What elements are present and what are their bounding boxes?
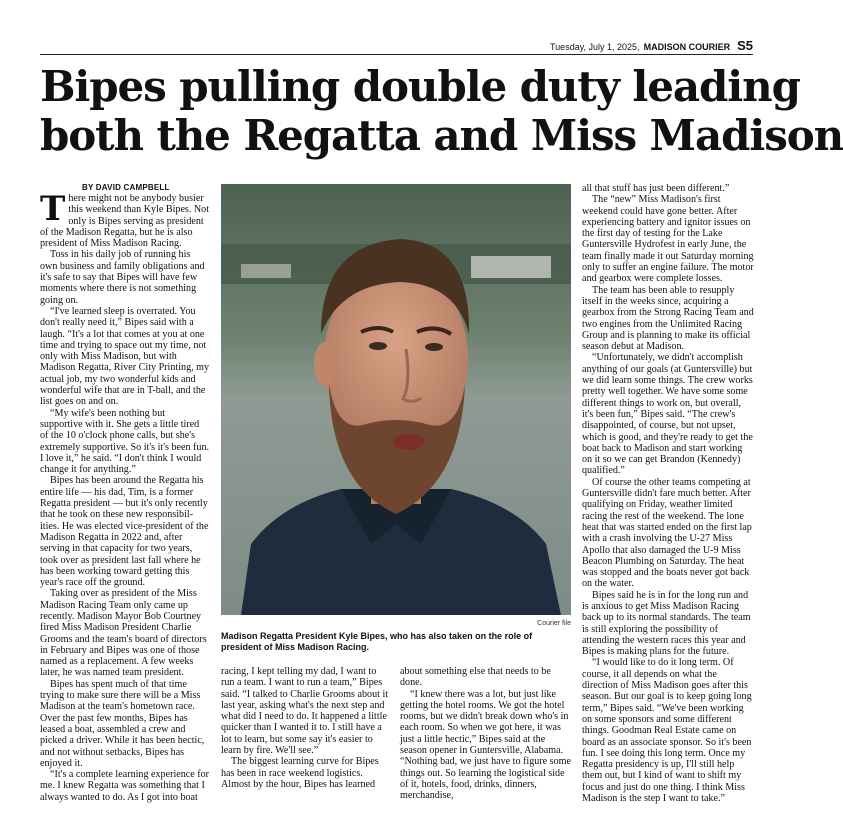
ear-shape <box>314 342 336 386</box>
article-photo <box>221 184 571 615</box>
paragraph: Of course the other teams competing at Guntersville didn't fare much better. After qualifying on Friday, weather limited racing the rest of the weekend. The lone heat that was started ended on the first lap with a crash involving the U-27 Miss Apollo that also damaged the U-9 Miss Beacon Plumbing on Saturday. The heat was stopped and the boats never got back on the water. <box>582 476 752 590</box>
paragraph: Bipes has been around the Regatta his entire life — his dad, Tim, is a former Regatta president — but it's only recently that he took on these new responsibil-ities. He was elected vice-president of the Madison Regatta in 2022 and, after serving in that capacity for two years, took over as president last fall where he has been working toward getting this year's race off the ground. <box>40 475 209 589</box>
article-column-3 <box>400 666 571 802</box>
headline-line-2: both the Regatta and Miss Madison <box>40 111 843 160</box>
paper-name: MADISON COURIER <box>643 42 731 52</box>
article-column-4 <box>582 183 754 805</box>
headline-line-1: Bipes pulling double duty leading <box>40 62 800 111</box>
eye-shape <box>369 342 387 350</box>
page-number: S5 <box>737 38 753 53</box>
issue-date: Tuesday, July 1, 2025, <box>550 42 640 52</box>
paragraph: Toss in his daily job of running his own business and family obligations and it's safe to say that Bipes will have few moments where there is not something going on. <box>40 249 205 306</box>
mouth-shape <box>393 434 425 450</box>
article-column-1 <box>40 189 210 803</box>
photo-caption: Madison Regatta President Kyle Bipes, who has also taken on the role of president of Miss Madison Racing. <box>221 631 533 652</box>
paragraph: “I knew there was a lot, but just like getting the hotel rooms. We got the hotel rooms, but we didn't break down who's in each room. So when we got here, it was just a little hectic,” Bipes said at the season opener in Guntersville, Alabama. “Nothing bad, we just have to figure some things out. So learning the logistical side of it, hotels, food, drinks, dinners, merchandise, <box>400 688 571 802</box>
paragraph: “I've learned sleep is overrated. You don't really need it,” Bipes said with a laugh. “It's a lot that comes at you at one time and trying to space out my time, not only with Miss Madison, but with Madison Regatta, River City Printing, my actual job, my two wonderful kids and wonderful wife that are in T-ball, and the list goes on and on. <box>40 305 210 408</box>
paragraph <box>40 189 210 250</box>
page-folio <box>550 38 753 53</box>
headline <box>40 62 843 160</box>
eye-shape <box>425 343 443 351</box>
paragraph: about something else that needs to be done. <box>400 666 551 689</box>
paragraph: Bipes has spent much of that time trying to make sure there will be a Miss Madison at the team's hometown race. Over the past few months, Bipes has leased a boat, assembled a crew and picked a driver. While it has been hectic, and not without setbacks, Bipes has enjoyed it. <box>40 678 205 769</box>
paragraph: Bipes said he is in for the long run and is anxious to get Miss Madison Racing back up to its normal standards. The team is still exploring the possibility of attending the western races this year and Bipes is making plans for the future. <box>582 589 751 658</box>
paragraph: The biggest learning curve for Bipes has been in race weekend logistics. Almost by the hour, Bipes has learned <box>221 756 379 790</box>
distant-building <box>241 264 291 278</box>
paragraph: Taking over as president of the Miss Madison Racing Team only came up recently. Madison Mayor Bob Courtney fired Miss Madison President Charlie Grooms and the team's board of directors in February and Bipes was one of those named as a replacement. A few weeks later, he was named team president. <box>40 588 207 679</box>
lead-paragraph-text: here might not be anybody busier this weekend than Kyle Bipes. Not only is Bipes serving as president of the Madison Regatta, but he is also president of Miss Madison Racing. <box>40 193 210 250</box>
byline: BY DAVID CAMPBELL <box>82 183 170 192</box>
paragraph: “I would like to do it long term. Of course, it all depends on what the direction of Miss Madison goes after this season. But our goal is to keep going long term,” Bipes said. “We've been working on some sponsors and some different things. Goodman Real Estate came on board as an associate sponsor. So it's been fun. I see doing this long term. Once my Regatta presidency is up, I'll still help them out, but I kind of want to shift my focus and just do one thing. I think Miss Madison is the step I want to take.” <box>582 657 752 805</box>
paragraph: “Unfortunately, we didn't accomplish anything of our goals (at Guntersville) but we did learn some things. The crew works pretty well together. We have some some different things to work on, but overall, it's been fun,” Bipes said. “The crew's disappointed, of course, but not upset, which is good, and they're ready to get the boat back to Madison and start working on it so we can get Brandon (Kennedy) qualified.” <box>582 352 753 477</box>
drop-cap: T <box>40 189 66 229</box>
article-column-2 <box>221 666 391 796</box>
distant-building <box>471 256 551 278</box>
paragraph: The “new” Miss Madison's first weekend could have gone better. After experiencing battery and ignitor issues on the first day of testing for the Lake Guntersville Hydrofest in early June, the team finally made it out Saturday morning only to suffer an engine failure. The motor and gearbox were complete losses. <box>582 194 754 285</box>
portrait-illustration <box>221 184 571 615</box>
paragraph: all that stuff has just been different.” <box>582 183 730 194</box>
header-rule <box>40 54 753 55</box>
paragraph: “It's a complete learning experience for me. I knew Regatta was something that I always wanted to do. As I got into boat <box>40 769 210 803</box>
photo-credit: Courier file <box>537 620 571 627</box>
paragraph: racing, I kept telling my dad, I want to run a team. I want to run a team,” Bipes said. “I talked to Charlie Grooms about it last year, asking what's the next step and what did I need to do. It happened a little quicker than I wanted it to. I still have a lot to learn, but some say it's easier to learn by fire. We'll see.” <box>221 666 389 757</box>
paragraph: “My wife's been nothing but supportive with it. She gets a little tired of the 10 o'clock phone calls, but she's extremely supportive. So it's it's been fun. I love it,” he said. “I don't think I would change it for anything.” <box>40 407 210 476</box>
paragraph: The team has been able to resupply itself in the weeks since, acquiring a gearbox from the Strong Racing Team and two engines from the Unlimited Racing Group and is planning to make its official season debut at Madison. <box>582 284 754 353</box>
